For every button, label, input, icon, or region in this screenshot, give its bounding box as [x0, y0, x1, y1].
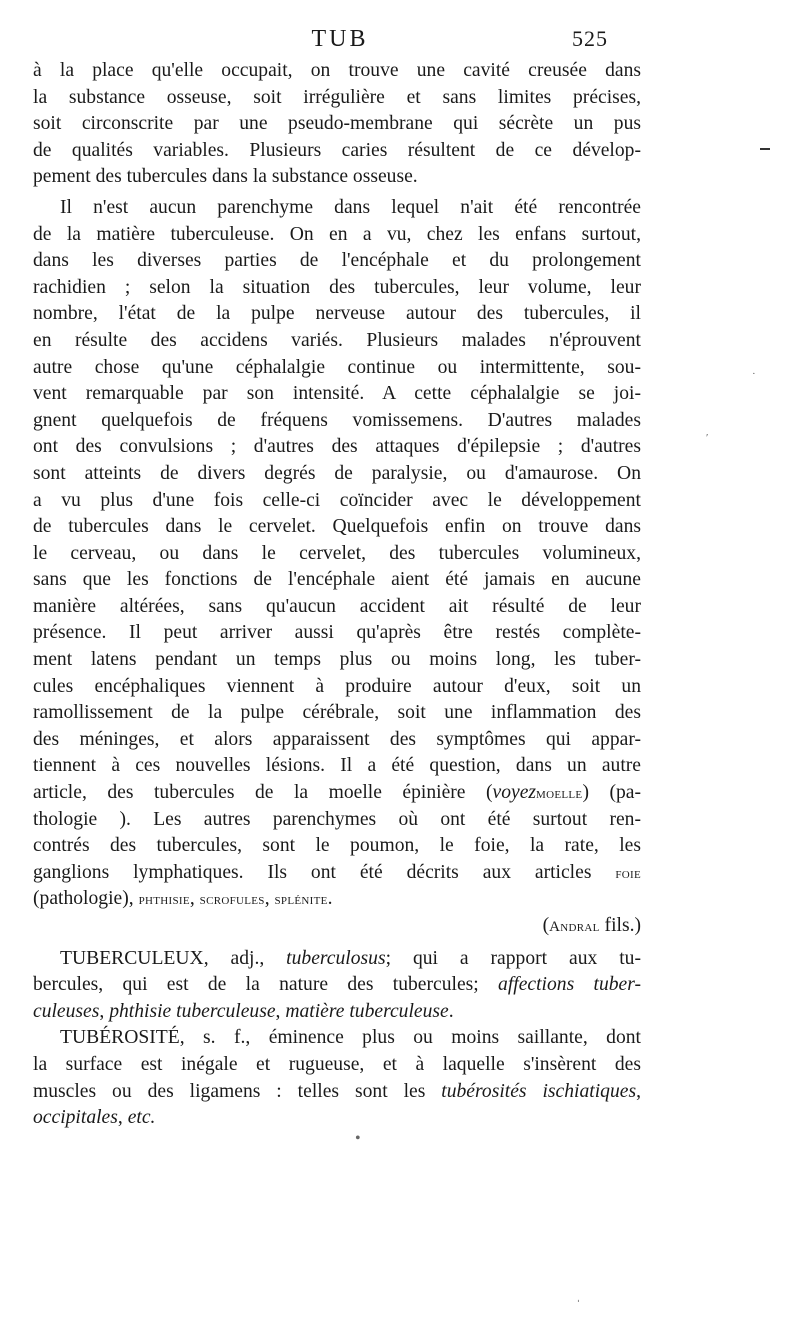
text-line: de la matière tuberculeuse. On en a vu, chez les enfans surtout,: [33, 223, 641, 245]
text-line: gnent quelquefois de fréquens vomissemens. D'autres malades: [33, 409, 641, 431]
text-line: Il n'est aucun parenchyme dans lequel n'ait été rencontrée: [60, 196, 641, 218]
text-line: thologie ). Les autres parenchymes où ont été surtout ren-: [33, 808, 641, 830]
text-line: muscles ou des ligamens : telles sont les tubérosités ischiatiques,: [33, 1080, 641, 1102]
text-line: soit circonscrite par une pseudo-membrane qui sécrète un pus: [33, 113, 641, 135]
cross-reference: voyez: [492, 782, 537, 804]
text-line: ment latens pendant un temps plus ou moins long, les tuber-: [33, 649, 641, 671]
text-line: pement des tubercules dans la substance osseuse.: [33, 166, 418, 188]
text-line: contrés des tubercules, sont le poumon, le foie, la rate, les: [33, 835, 641, 857]
page-number: 525: [572, 26, 608, 51]
cross-reference: moelle: [536, 786, 583, 803]
text-line: ganglions lymphatiques. Ils ont été décrits aux articles foie: [33, 861, 641, 883]
text-line: de qualités variables. Plusieurs caries résultent de ce dévelop-: [33, 139, 641, 161]
text-line: de tubercules dans le cervelet. Quelquefois enfin on trouve dans: [33, 516, 641, 538]
running-head: TUB: [311, 26, 369, 52]
text-line: culeuses, phthisie tuberculeuse, matière tuberculeuse.: [33, 1000, 454, 1022]
text-line: à la place qu'elle occupait, on trouve une cavité creusée dans: [33, 60, 641, 81]
text-line: la substance osseuse, soit irrégulière et sans limites précises,: [33, 86, 641, 108]
text-line: cules encéphaliques viennent à produire autour d'eux, soit un: [33, 675, 641, 697]
text-line: tiennent à ces nouvelles lésions. Il a été question, dans un autre: [33, 755, 641, 777]
text-line: autre chose qu'une céphalalgie continue ou intermittente, sou-: [33, 356, 641, 378]
headword: TUBERCULEUX: [60, 947, 204, 969]
text-line: (pathologie), phthisie, scrofules, splénite.: [33, 888, 333, 910]
margin-mark: [760, 148, 770, 150]
cross-reference: foie: [615, 865, 641, 882]
text-line: a vu plus d'une fois celle-ci coïncider avec le développement: [33, 489, 641, 511]
text-line: article, des tubercules de la moelle épinière (voyezmoelle) (pa-: [33, 782, 641, 804]
scan-speck: ·: [752, 368, 756, 380]
text-line: manière altérées, sans qu'aucun accident ait résulté de leur: [33, 595, 641, 617]
text-line: sont atteints de divers degrés de paralysie, ou d'amaurose. On: [33, 462, 641, 484]
cross-reference: splénite: [274, 892, 328, 909]
text-line: dans les diverses parties de l'encéphale et du prolongement: [33, 250, 641, 272]
entry-tuberosite: TUBÉROSITÉ, s. f., éminence plus ou moins saillante, dont: [60, 1027, 641, 1049]
author-signature: (Andral fils.): [542, 915, 641, 936]
text-line: occipitales, etc.: [33, 1107, 156, 1129]
text-line: vent remarquable par son intensité. A cette céphalalgie se joi-: [33, 383, 641, 405]
text-line: ramollissement de la pulpe cérébrale, soit une inflammation des: [33, 702, 641, 724]
headword: TUBÉROSITÉ: [60, 1027, 180, 1049]
text-line: bercules, qui est de la nature des tubercules; affections tuber-: [33, 974, 642, 996]
text-line: des méninges, et alors apparaissent des symptômes qui appar-: [33, 728, 641, 750]
text-line: présence. Il peut arriver aussi qu'après être restés complète-: [33, 622, 641, 644]
text-line: en résulte des accidens variés. Plusieurs malades n'éprouvent: [33, 329, 641, 351]
scan-speck: ʹ: [706, 432, 709, 444]
text-line: le cerveau, ou dans le cervelet, des tubercules volumineux,: [33, 542, 641, 564]
scan-speck: •: [355, 1130, 361, 1147]
text-line: la surface est inégale et rugueuse, et à laquelle s'insèrent des: [33, 1053, 641, 1075]
scan-speck: ˌ: [576, 1288, 581, 1303]
cross-reference: phthisie: [138, 892, 190, 909]
entry-tuberculeux: TUBERCULEUX, adj., tuberculosus; qui a rapport aux tu-: [60, 947, 642, 969]
cross-reference: scrofules: [199, 892, 265, 909]
text-column: [33, 58, 641, 1132]
text-line: ont des convulsions ; d'autres des attaques d'épilepsie ; d'autres: [33, 436, 641, 458]
text-line: rachidien ; selon la situation des tubercules, leur volume, leur: [33, 276, 641, 298]
text-line: sans que les fonctions de l'encéphale aient été jamais en aucune: [33, 569, 641, 591]
text-line: nombre, l'état de la pulpe nerveuse autour des tubercules, il: [33, 303, 641, 325]
